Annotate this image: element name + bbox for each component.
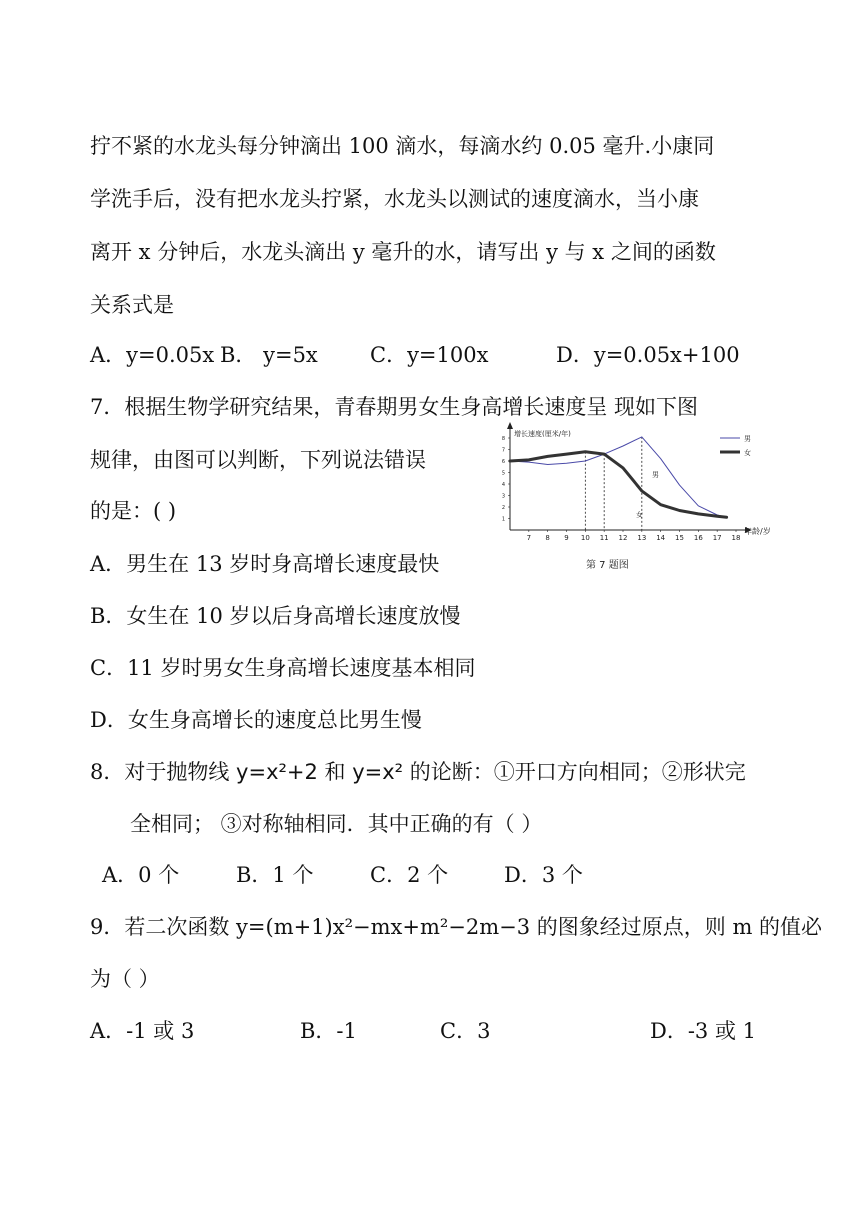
q7-line-1: 7．根据生物学研究结果，青春期男女生身高增长速度呈 现如下图: [90, 395, 699, 419]
annotation-female: 女: [636, 511, 643, 519]
q6-option-d: D．y=0.05x+100: [556, 343, 740, 367]
chart-labels: [514, 429, 771, 571]
q8-option-a: A．0 个: [102, 863, 180, 887]
chart-reference-lines: [585, 437, 642, 530]
y-tick-label: 5: [501, 470, 505, 477]
q7-line-2: 规律，由图可以判断，下列说法错误: [90, 448, 426, 472]
growth-speed-chart: [488, 422, 788, 572]
q9-line-1: 9．若二次函数 y=(m+1)x²−mx+m²−2m−3 的图象经过原点，则 m 的值必: [90, 915, 823, 939]
q6-option-c: C．y=100x: [370, 343, 489, 367]
y-tick-label: 3: [501, 493, 505, 500]
q9-option-d: D．-3 或 1: [650, 1019, 757, 1043]
series-line-female: [510, 452, 727, 518]
q7-option-b: B．女生在 10 岁以后身高增长速度放慢: [90, 604, 461, 628]
y-tick-label: 6: [501, 459, 505, 465]
q8-line-1: [90, 758, 746, 786]
x-tick-label: 8: [545, 534, 550, 542]
x-tick-label: 13: [637, 534, 647, 542]
q8-suffix: 的论断：①开口方向相同；②形状完: [403, 760, 746, 784]
q8-option-c: C．2 个: [370, 863, 449, 887]
q7-line-3: 的是：( ): [90, 499, 177, 523]
q6-option-a: A．y=0.05x: [90, 343, 215, 367]
q9-option-c: C．3: [440, 1019, 491, 1043]
q7-option-a: A．男生在 13 岁时身高增长速度最快: [90, 552, 440, 576]
q7-option-d: D．女生身高增长的速度总比男生慢: [90, 708, 422, 732]
chart-title: 第 7 题图: [586, 560, 629, 571]
q8-prefix: 8．对于抛物线: [90, 760, 237, 784]
q6-line-2: 学洗手后，没有把水龙头拧紧，水龙头以测试的速度滴水，当小康: [90, 187, 699, 211]
q9-option-a: A．-1 或 3: [90, 1019, 195, 1043]
q6-line-1: 拧不紧的水龙头每分钟滴出 100 滴水，每滴水约 0.05 毫升.小康同: [90, 134, 715, 158]
y-tick-label: 8: [501, 436, 505, 442]
q9-option-b: B．-1: [300, 1019, 357, 1043]
x-tick-label: 10: [580, 534, 590, 542]
q8-line-2: 全相同； ③对称轴相同．其中正确的有（ ）: [130, 812, 543, 836]
x-tick-label: 11: [599, 534, 609, 542]
x-tick-label: 14: [656, 534, 666, 542]
y-tick-label: 2: [501, 505, 505, 511]
x-tick-label: 15: [675, 534, 684, 542]
q6-option-b: B． y=5x: [220, 343, 318, 367]
x-tick-label: 16: [693, 534, 703, 542]
x-tick-label: 12: [618, 534, 628, 542]
x-tick-label: 17: [712, 534, 722, 542]
x-tick-label: 9: [564, 534, 569, 542]
q9-line-2: 为（ ）: [90, 967, 160, 991]
chart-axes: [502, 422, 752, 542]
legend-female-label: 女: [744, 449, 751, 457]
q7-option-c: C．11 岁时男女生身高增长速度基本相同: [90, 656, 476, 680]
x-tick-label: 18: [731, 534, 741, 542]
q8-option-b: B．1 个: [236, 863, 314, 887]
q8-mid: 和: [317, 760, 353, 784]
q6-line-4: 关系式是: [90, 293, 174, 317]
q8-expr-1: y=x²+2: [236, 760, 318, 784]
y-axis-arrow: [507, 422, 513, 429]
y-tick-label: 1: [501, 516, 505, 523]
x-tick-label: 7: [526, 534, 532, 542]
y-tick-label: 7: [501, 447, 505, 454]
y-tick-label: 4: [501, 482, 505, 488]
series-line-male: [510, 437, 727, 517]
q8-option-d: D．3 个: [504, 863, 583, 887]
annotation-male: 男: [652, 471, 659, 479]
legend-male-label: 男: [744, 435, 751, 443]
chart-series: [510, 437, 727, 517]
q8-expr-2: y=x²: [352, 760, 404, 784]
q6-line-3: 离开 x 分钟后，水龙头滴出 y 毫升的水，请写出 y 与 x 之间的函数: [90, 240, 716, 264]
chart-xlabel: 年龄/岁: [744, 527, 771, 536]
chart-ylabel: 增长速度(厘米/年): [514, 430, 571, 438]
